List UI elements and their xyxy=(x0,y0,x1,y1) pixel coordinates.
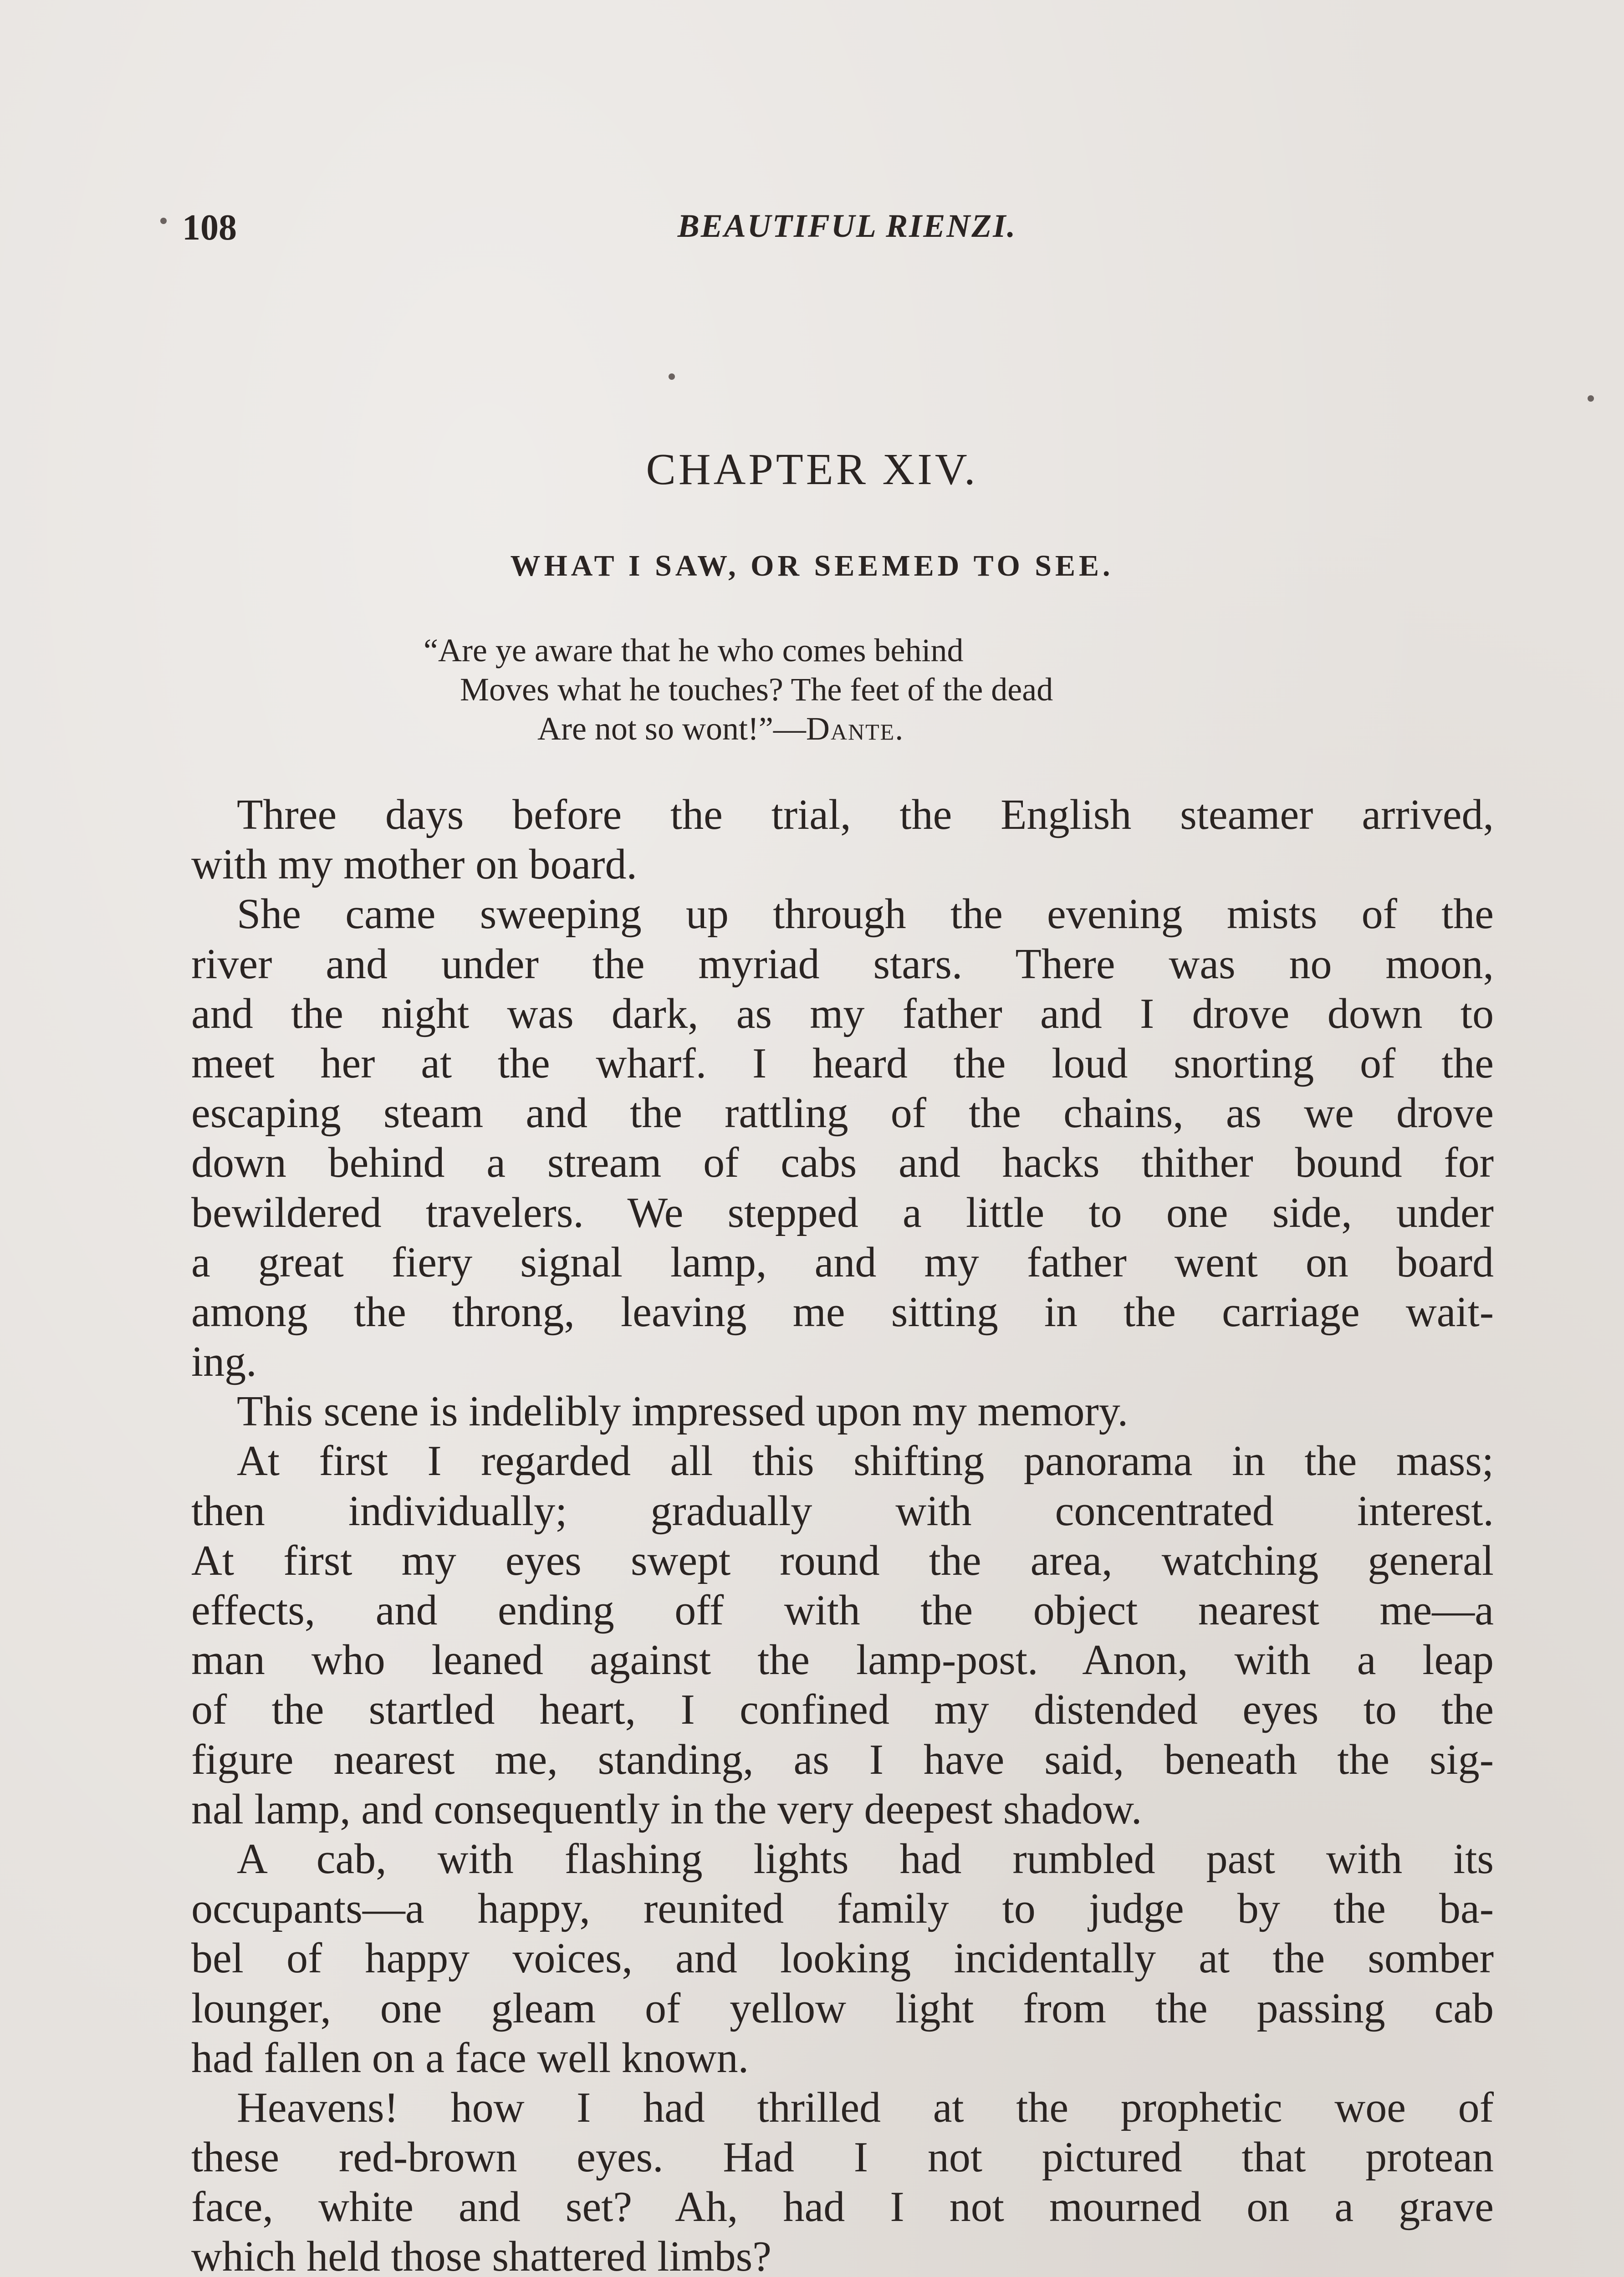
text-line: had fallen on a face well known. xyxy=(191,2034,749,2082)
text-line: face, white and set? Ah, had I not mourned on a grave xyxy=(191,2183,1494,2231)
text-line: which held those shattered limbs? xyxy=(191,2233,771,2277)
text-line: meet her at the wharf. I heard the loud snorting of the xyxy=(191,1039,1494,1087)
chapter-subtitle: WHAT I SAW, OR SEEMED TO SEE. xyxy=(510,549,1114,582)
page-speck xyxy=(669,373,675,380)
text-line: At first I regarded all this shifting panorama in the mass; xyxy=(237,1437,1494,1485)
epigraph-line: “Are ye aware that he who comes behind xyxy=(424,632,964,669)
text-line: and the night was dark, as my father and I drove down to xyxy=(191,990,1494,1037)
text-line: down behind a stream of cabs and hacks thither bound for xyxy=(191,1139,1494,1187)
text-line: with my mother on board. xyxy=(191,841,638,888)
running-title: BEAUTIFUL RIENZI. xyxy=(677,208,1017,244)
epigraph-line: Moves what he touches? The feet of the dead xyxy=(460,671,1053,708)
text-line: This scene is indelibly impressed upon my memory. xyxy=(237,1388,1129,1435)
text-line: figure nearest me, standing, as I have said, beneath the sig- xyxy=(191,1736,1494,1783)
text-line: A cab, with flashing lights had rumbled past with its xyxy=(237,1835,1494,1883)
running-head xyxy=(182,207,1517,262)
text-line: these red-brown eyes. Had I not pictured that protean xyxy=(191,2134,1494,2181)
text-line: bel of happy voices, and looking incidentally at the somber xyxy=(191,1935,1494,1982)
text-line: bewildered travelers. We stepped a little to one side, under xyxy=(191,1189,1494,1236)
epigraph-author: Dante. xyxy=(806,710,904,747)
text-line: river and under the myriad stars. There was no moon, xyxy=(191,940,1494,988)
text-line: of the startled heart, I confined my distended eyes to the xyxy=(191,1686,1494,1734)
page-number: 108 xyxy=(182,208,237,248)
epigraph xyxy=(424,631,1380,748)
epigraph-line-text: Are not so wont!”— xyxy=(537,710,806,747)
text-line: At first my eyes swept round the area, watching general xyxy=(191,1537,1494,1584)
text-line: among the throng, leaving me sitting in the carriage wait- xyxy=(191,1288,1494,1336)
text-line: She came sweeping up through the evening mists of the xyxy=(237,890,1494,938)
text-line: Heavens! how I had thrilled at the prophetic woe of xyxy=(237,2083,1494,2131)
body-text xyxy=(191,790,1494,2277)
text-line: a great fiery signal lamp, and my father went on board xyxy=(191,1238,1494,1286)
text-line: lounger, one gleam of yellow light from the passing cab xyxy=(191,1984,1494,2032)
chapter-title: CHAPTER XIV. xyxy=(646,445,978,494)
page-speck xyxy=(160,218,167,224)
text-line: man who leaned against the lamp-post. Anon, with a leap xyxy=(191,1636,1494,1684)
text-line: then individually; gradually with concentrated interest. xyxy=(191,1487,1494,1535)
text-line: occupants—a happy, reunited family to judge by the ba- xyxy=(191,1885,1494,1933)
page-speck xyxy=(1588,395,1594,402)
text-line: ing. xyxy=(191,1338,257,1386)
text-line: nal lamp, and consequently in the very deepest shadow. xyxy=(191,1785,1142,1833)
text-line: effects, and ending off with the object nearest me—a xyxy=(191,1587,1494,1634)
text-line: escaping steam and the rattling of the chains, as we drove xyxy=(191,1089,1494,1137)
epigraph-line xyxy=(424,709,1380,748)
text-line: Three days before the trial, the English steamer arrived, xyxy=(237,791,1494,838)
